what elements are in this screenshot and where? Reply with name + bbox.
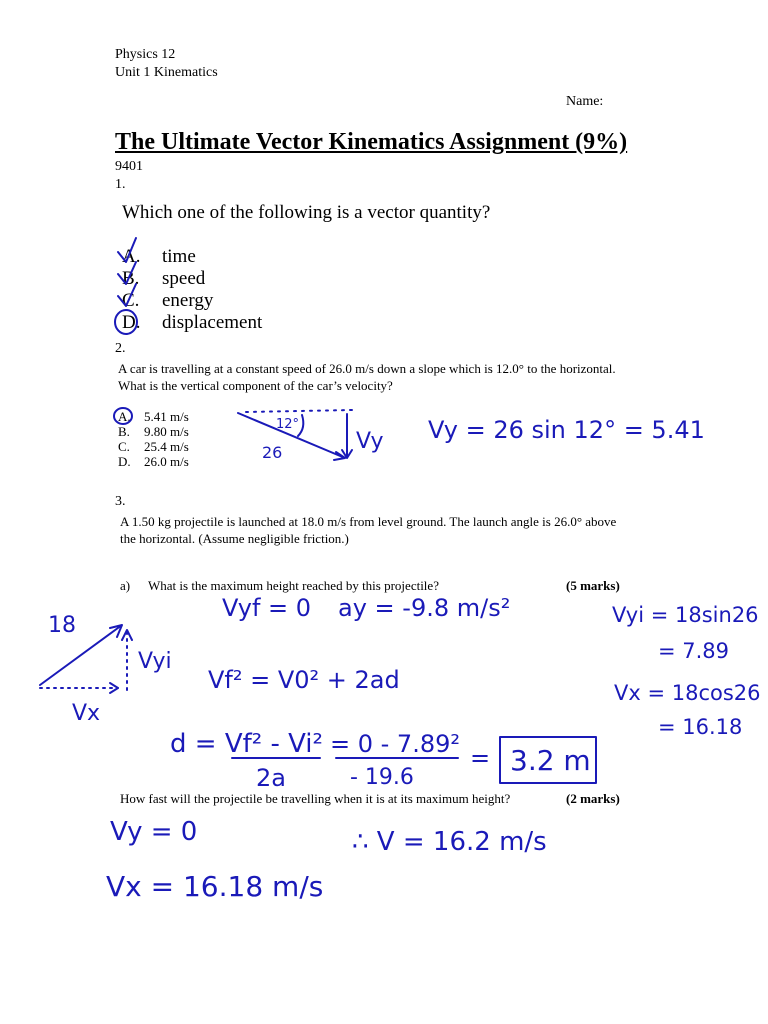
hw-b-vy: Vy = 0 [110, 817, 198, 847]
q1-option-letter: D. [122, 312, 141, 333]
hw-q2-vy: Vy [356, 429, 384, 454]
hw-q3-vyi-result: = 7.89 [658, 639, 730, 663]
checkmark-icon [118, 262, 136, 284]
q1-number: 1. [115, 177, 126, 192]
q2-option-letter: D. [118, 454, 131, 469]
page-title: The Ultimate Vector Kinematics Assignment (9%) [115, 129, 628, 155]
q1-text: Which one of the following is a vector quantity? [122, 202, 491, 223]
hw-q3-eq: Vf² = V0² + 2ad [208, 666, 400, 694]
q1-option-text: energy [162, 290, 214, 311]
answer-circle-icon [115, 310, 137, 334]
unit-name: Unit 1 Kinematics [115, 65, 218, 80]
q3-part-b-text: How fast will the projectile be travelling when it is at its maximum height? [120, 791, 511, 806]
hw-q3-vyi: Vyi [138, 649, 172, 674]
q1-option-letter: A. [122, 246, 141, 267]
hw-q3-equals: = [470, 744, 491, 772]
q2-text-line: A car is travelling at a constant speed of 26.0 m/s down a slope which is 12.0° to the horizontal. [118, 361, 616, 376]
hw-q3-speed: 18 [48, 613, 76, 638]
hw-q3-vx-calc: Vx = 18cos26 [614, 681, 761, 705]
q1-option-text: speed [162, 268, 206, 289]
hw-q3-vyf: Vyf = 0 [222, 594, 312, 622]
q3-part-b-marks: (2 marks) [566, 791, 620, 806]
hw-q2-hyp: 26 [262, 443, 283, 462]
q3-part-a-marks: (5 marks) [566, 578, 620, 593]
q1-option-letter: C. [122, 290, 140, 311]
q3-part-a-letter: a) [120, 578, 131, 593]
q2-option-text: 5.41 m/s [144, 409, 189, 424]
name-label: Name: [566, 94, 604, 109]
question-code: 9401 [115, 159, 143, 174]
hw-q3-frac-numerator: = 0 - 7.89² [330, 730, 460, 758]
q2-text-line: What is the vertical component of the car’s velocity? [118, 378, 393, 393]
vy-arrow-icon [342, 414, 352, 458]
hw-q3-frac-denominator: - 19.6 [350, 765, 414, 790]
q2-option-text: 9.80 m/s [144, 424, 189, 439]
hw-b-vx: Vx = 16.18 m/s [106, 870, 324, 903]
q2-option-letter: C. [118, 439, 130, 454]
checkmark-icon [118, 284, 136, 306]
q2-number: 2. [115, 341, 126, 356]
q1-option-text: displacement [162, 312, 263, 333]
hw-q3-vx-result: = 16.18 [658, 715, 743, 739]
hw-q2-angle: 12° [276, 417, 300, 432]
q3-part-a-text: What is the maximum height reached by this projectile? [148, 578, 439, 593]
hw-q3-answer: 3.2 m [510, 744, 591, 777]
hw-q3-d-denominator: 2a [256, 764, 286, 792]
q3-number: 3. [115, 494, 126, 509]
q2-option-letter: B. [118, 424, 130, 439]
answer-circle-icon [114, 408, 132, 424]
hw-q3-vyi-calc: Vyi = 18sin26 [612, 603, 759, 627]
q1-option-letter: B. [122, 268, 140, 289]
q2-option-text: 25.4 m/s [144, 439, 189, 454]
q3-text-line: the horizontal. (Assume negligible friction.) [120, 531, 349, 546]
hw-b-result: ∴ V = 16.2 m/s [352, 827, 547, 857]
q1-option-text: time [162, 246, 196, 267]
q2-option-letter: A. [118, 409, 131, 424]
dotted-line-icon [246, 410, 352, 412]
hw-q2-work: Vy = 26 sin 12° = 5.41 [428, 416, 705, 444]
hw-q3-vx: Vx [72, 701, 101, 726]
checkmark-icon [118, 238, 136, 262]
course-name: Physics 12 [115, 47, 176, 62]
q3-text-line: A 1.50 kg projectile is launched at 18.0 m/s from level ground. The launch angle is 26.0° above [120, 514, 617, 529]
q2-option-text: 26.0 m/s [144, 454, 189, 469]
hw-q3-ay: ay = -9.8 m/s² [338, 594, 511, 622]
hw-q3-d-numerator: d = Vf² - Vi² [170, 729, 323, 759]
